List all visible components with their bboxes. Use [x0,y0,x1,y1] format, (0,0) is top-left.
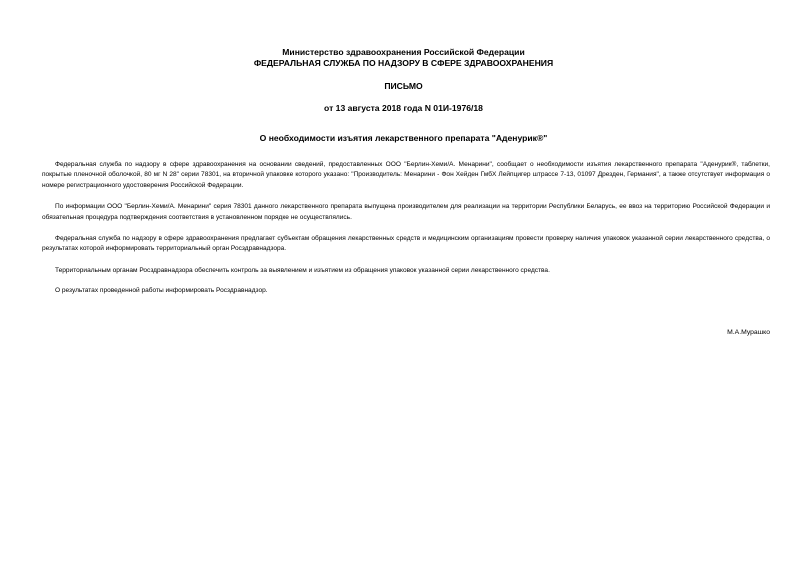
signature-name: М.А.Мурашко [727,329,770,336]
service-title: ФЕДЕРАЛЬНАЯ СЛУЖБА ПО НАДЗОРУ В СФЕРЕ ЗДРАВООХРАНЕНИЯ [253,58,554,68]
document-type: ПИСЬМО [384,81,423,91]
document-subject: О необходимости изъятия лекарственного препарата "Аденурик®" [259,133,548,143]
body-paragraph-5: О результатах проведенной работы информировать Росздравнадзор. [55,287,268,295]
ministry-title: Министерство здравоохранения Российской Федерации [282,47,525,57]
letter-body [42,160,770,297]
document-date-number: от 13 августа 2018 года N 01И-1976/18 [324,103,483,113]
body-paragraph-2: По информации ООО "Берлин-Хеми/А. Менарини" серия 78301 данного лекарственного препарата выпущена производителем для реализации на территории Республики Беларусь, ее ввоз на территорию Российской Федерации и обязательная процедура подтверждения соответствия в установленном порядке не осуществлялись. [42,203,770,221]
body-paragraph-1: Федеральная служба по надзору в сфере здравоохранения на основании сведений, предоставленных ООО "Берлин-Хеми/А. Менарини", сообщает о необходимости изъятия лекарственного препарата "Аденурик®, таблетки, покрытые пленочной оболочкой, 80 мг N 28" серии 78301, на вторичной упаковке которого указано: "Производитель: Менарини - Фон Хейден ГмбХ Лейпцигер штрассе 7-13, 01097 Дрезден, Германия", а также отсутствует информация о номере регистрационного удостоверения Российской Федерации. [42,161,770,189]
body-paragraph-4: Территориальным органам Росздравнадзора обеспечить контроль за выявлением и изъятием из обращения упаковок указанной серии лекарственного средства. [55,266,550,274]
body-paragraph-3: Федеральная служба по надзору в сфере здравоохранения предлагает субъектам обращения лекарственных средств и медицинским организациям провести проверку наличия упаковок указанной серии лекарственного средства, о результатах которой информировать территориальный орган Росздравнадзора. [42,235,770,253]
